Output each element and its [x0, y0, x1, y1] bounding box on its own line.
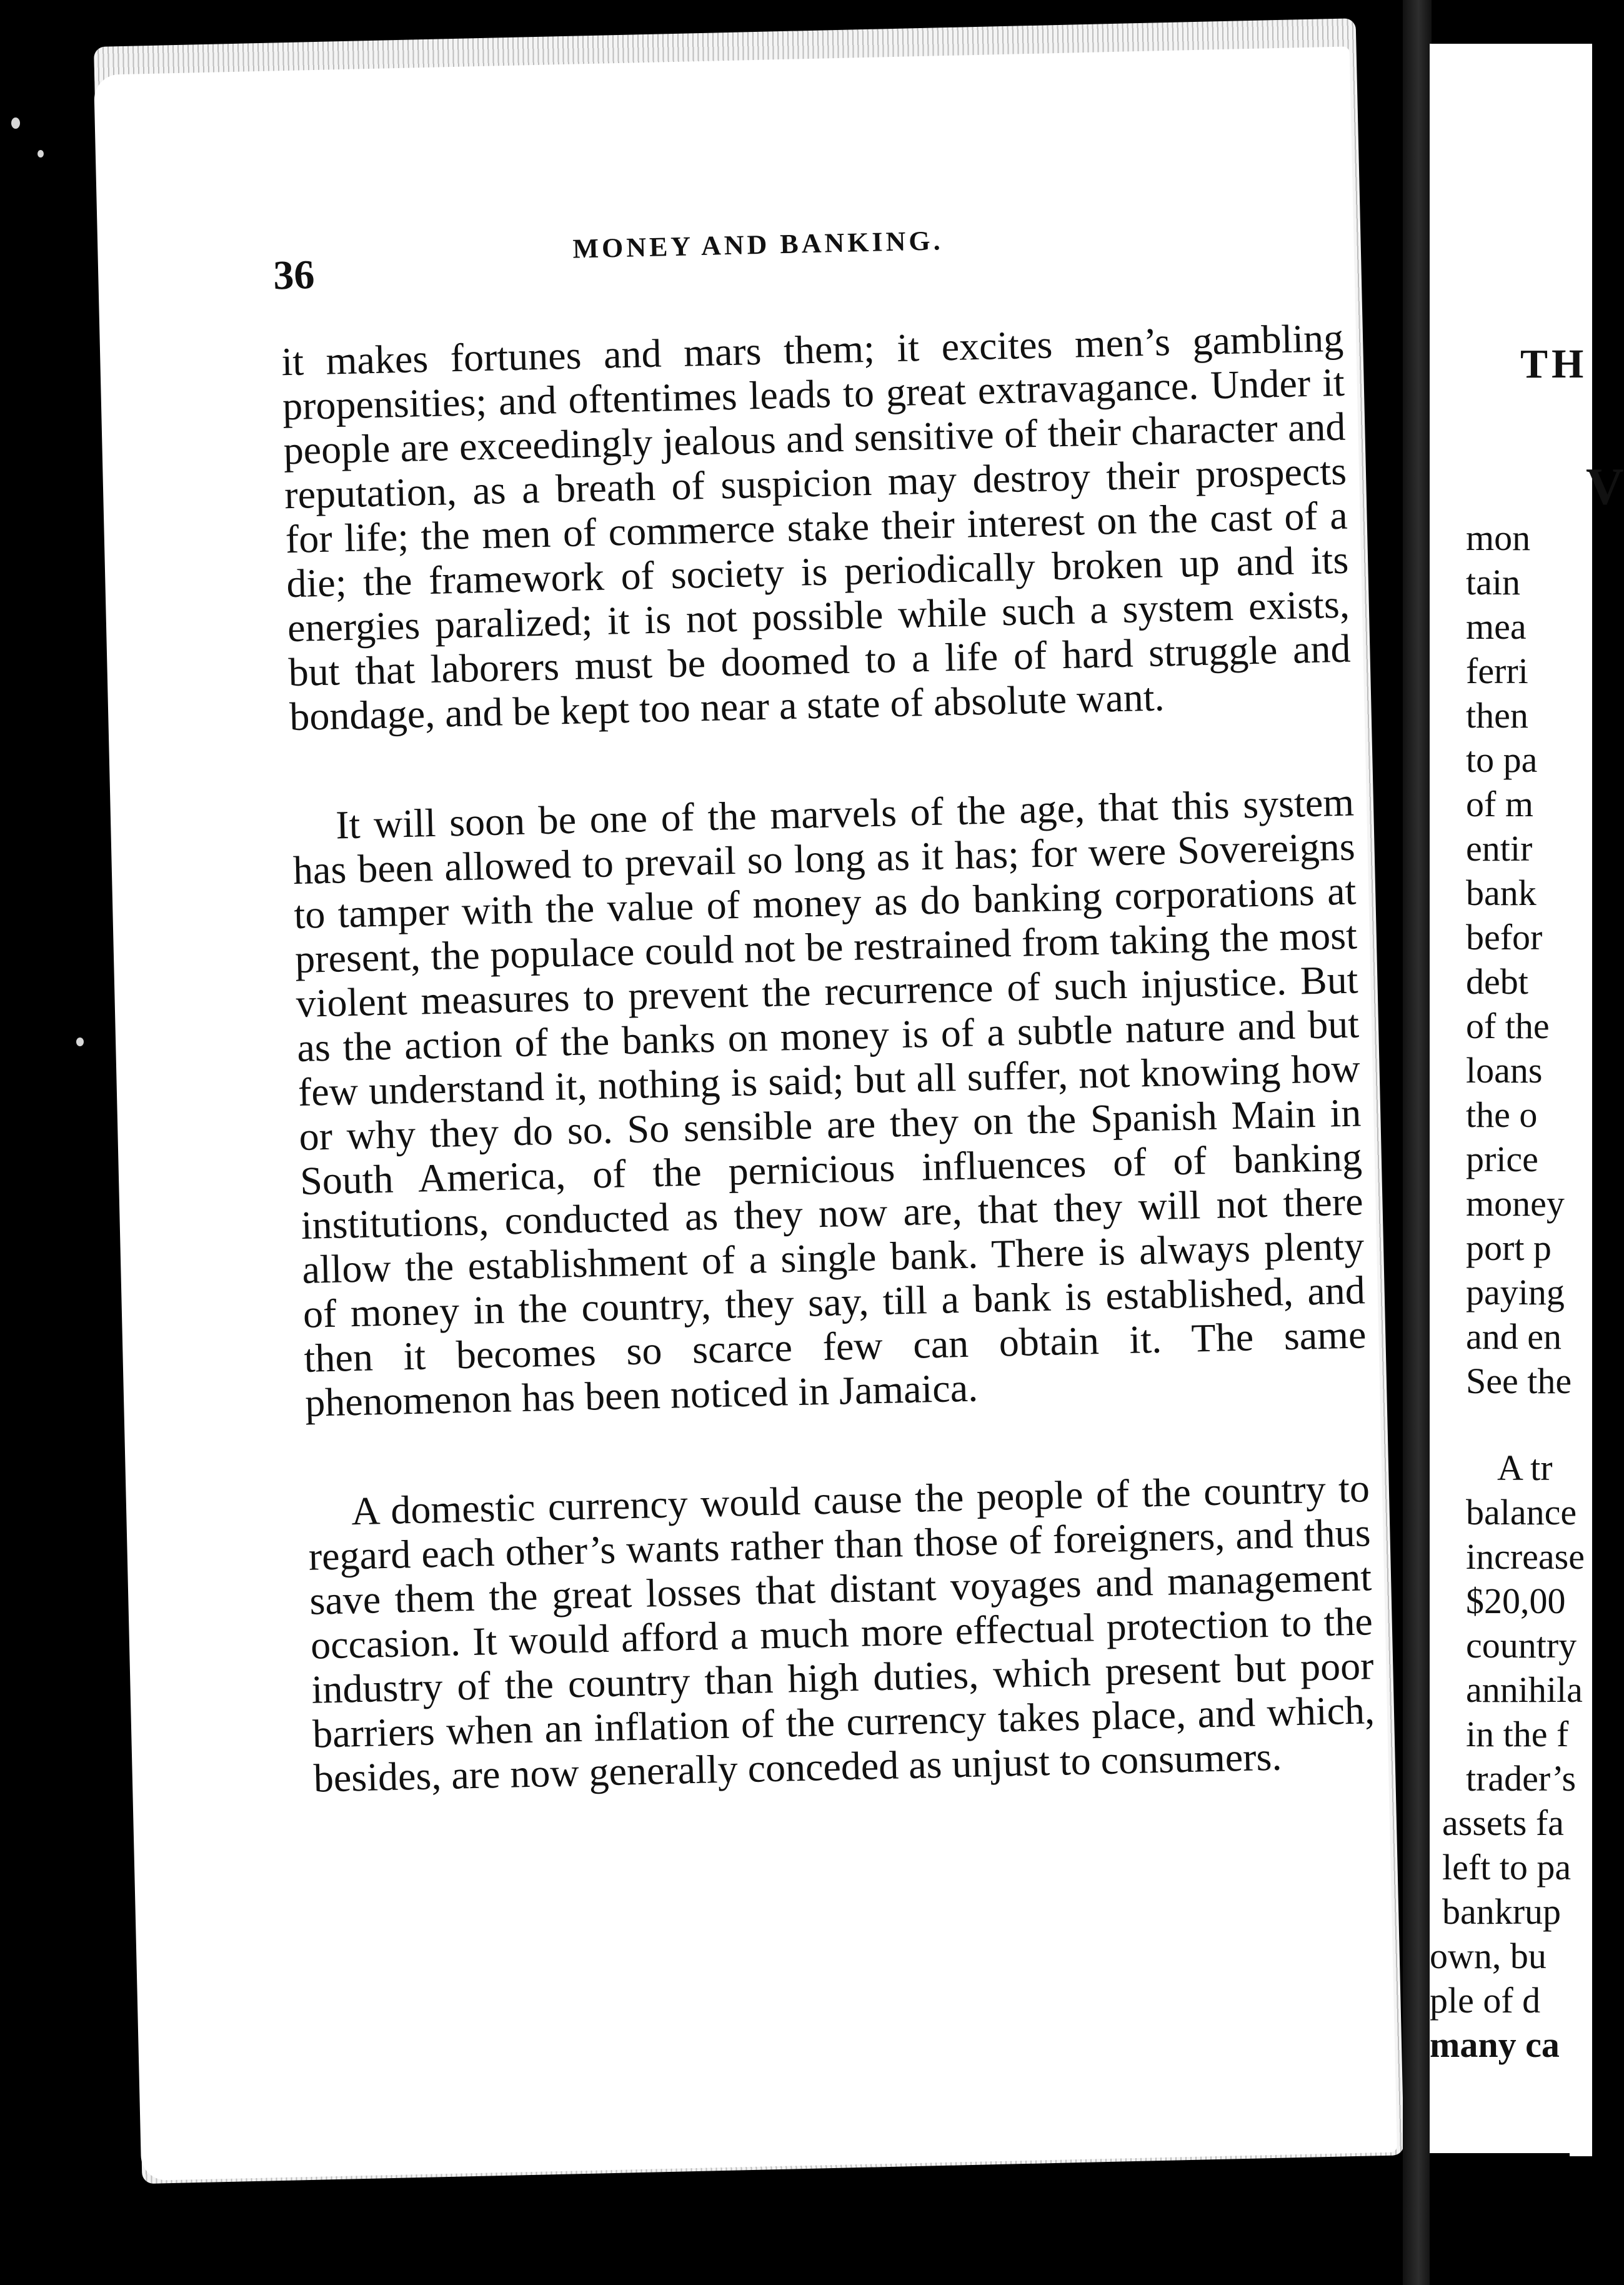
body-text [281, 316, 1377, 1801]
right-line: and en [1466, 1316, 1562, 1357]
scan-speck [11, 118, 20, 129]
scan-speck [76, 1038, 84, 1046]
right-line: mon [1466, 518, 1531, 558]
right-line: trader’s [1466, 1758, 1577, 1799]
right-line: of m [1466, 784, 1533, 824]
right-line: many ca [1430, 2024, 1560, 2065]
right-line: assets fa [1442, 1802, 1564, 1843]
right-line: in the f [1466, 1714, 1569, 1754]
right-line: left to pa [1442, 1847, 1572, 1888]
right-line: ple of d [1430, 1980, 1541, 2021]
right-line: the o [1466, 1094, 1538, 1135]
left-page [94, 46, 1397, 2181]
right-line: annihila [1466, 1669, 1583, 1710]
right-page [1430, 44, 1624, 2156]
right-line: own, bu [1430, 1936, 1547, 1976]
right-line: befor [1466, 917, 1543, 958]
scan-background [1430, 2153, 1570, 2285]
right-line: to pa [1466, 739, 1538, 780]
paragraph-3: A domestic currency would cause the people of the country to regard each other’s wants rather than those of foreigners, and thus save them the great losses that distant voyages and management occasion. It would afford a much more effectual protection to the industry of the country than high duties, which present but poor barriers when an inflation of the currency takes place, and which, besides, are now generally conceded as unjust to consumers. [308, 1466, 1375, 1801]
right-line: mea [1466, 606, 1527, 647]
right-line: price [1466, 1139, 1538, 1179]
right-line: balance [1466, 1492, 1577, 1532]
left-page-body [94, 46, 1397, 2181]
right-page-dropcap: V [1586, 458, 1624, 516]
right-page-heading: TH [1520, 341, 1588, 387]
right-line: country [1466, 1625, 1577, 1666]
book-gutter [1403, 0, 1432, 2285]
page-number: 36 [272, 252, 316, 299]
paragraph-1: it makes fortunes and mars them; it excites men’s gambling propensities; and oftentimes leads to great extravagance. Under it people are exceedingly jealous and sensitive of their character and reputation, as a breath of suspicion may destroy their prospects for life; the men of commerce stake their interest on the cast of a die; the framework of society is periodically broken up and its energies paralized; it is not possible while such a system exists, but that laborers must be doomed to a life of hard struggle and bondage, and be kept too near a state of absolute want. [281, 315, 1352, 739]
right-line: ferri [1466, 651, 1528, 691]
right-line: loans [1466, 1050, 1543, 1091]
right-line: tain [1466, 562, 1520, 602]
right-line: then [1466, 695, 1528, 736]
right-line: bank [1466, 872, 1537, 913]
right-line: entir [1466, 828, 1533, 869]
paragraph-2: It will soon be one of the marvels of the age, that this system has been allowed to prevail so long as it has; for were Sovereigns to tamper with the value of money as do banking corporations at present, the populace could not be restrained from taking the most violent measures to prevent the recurrence of such injustice. But as the action of the banks on money is of a subtle nature and but few understand it, nothing is said; but all suffer, not knowing how or why they do so. So sensible are they on the Spanish Main in South America, of the pernicious influences of of banking institutions, conducted as they now are, that they will not there allow the establishment of a single bank. There is always plenty of money in the country, they say, till a bank is established, and then it becomes so scarce few can obtain it. The same phenomenon has been noticed in Jamaica. [292, 779, 1367, 1425]
right-page-text [1430, 516, 1585, 2067]
right-line: debt [1466, 961, 1528, 1002]
right-line: $20,00 [1466, 1581, 1566, 1621]
scan-speck [37, 150, 44, 158]
right-line: A tr [1497, 1448, 1553, 1488]
right-line: port p [1466, 1228, 1552, 1268]
right-line: bankrup [1442, 1891, 1562, 1932]
right-line: paying [1466, 1272, 1565, 1312]
right-line: See the [1466, 1361, 1572, 1401]
right-line: increase [1466, 1536, 1585, 1577]
right-line: money [1466, 1183, 1565, 1224]
running-header: MONEY AND BANKING. [572, 225, 944, 264]
right-line: of the [1466, 1006, 1550, 1046]
